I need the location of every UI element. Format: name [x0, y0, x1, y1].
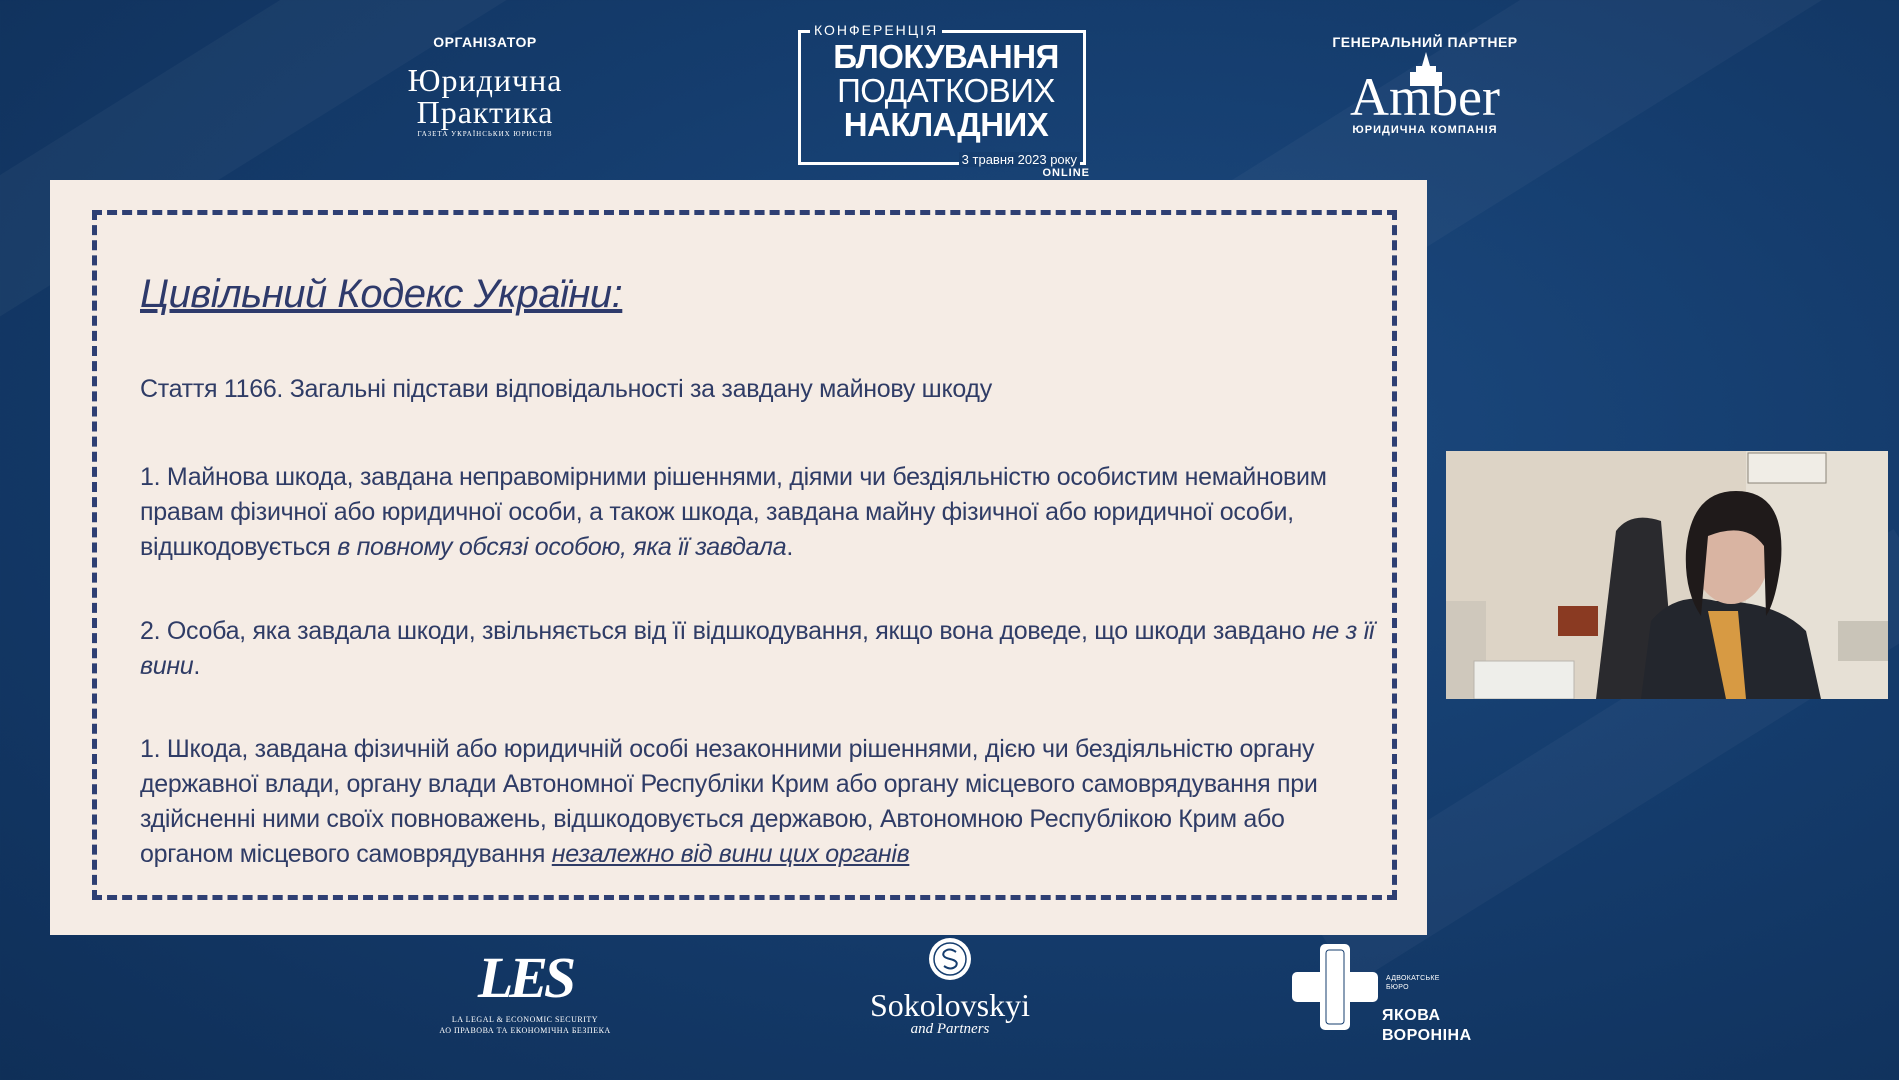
sokolovskyi-emblem-icon: [929, 938, 971, 980]
article-title: Стаття 1166. Загальні підстави відповідальності за завдану майнову шкоду: [140, 375, 992, 403]
paragraph-2: [140, 614, 1380, 684]
conference-date: 3 травня 2023 року: [959, 152, 1080, 167]
paragraph-1: [140, 460, 1380, 565]
logo-line: Юридична: [407, 62, 563, 98]
paragraph-text: 1. Шкода, завдана фізичній або юридичній особі незаконними рішеннями, дією чи бездіяльністю органу державної влади, органу влади Автономної Республіки Крим або органу місцевого самоврядування при здійсненні ними своїх повноважень, відшкодовується державою, Автономною Республікою Крим або органом місцевого самоврядування: [140, 735, 1318, 868]
conference-title-line: БЛОКУВАННЯ: [833, 38, 1059, 75]
logo-subtitle: ГАЗЕТА УКРАЇНСЬКИХ ЮРИСТІВ: [417, 130, 553, 138]
voronina-small-text: [1386, 974, 1440, 992]
paragraph-text: 1. Майнова шкода, завдана неправомірними рішеннями, діями чи бездіяльністю особистим немайновим правам фізичної або юридичної особи, а також шкода, завдана майну фізичної або юридичної особи, відшкодовується: [140, 463, 1327, 561]
paragraph-emphasis: не з її вини: [140, 617, 1375, 680]
voronina-name-line: ЯКОВА: [1382, 1007, 1441, 1024]
paragraph-emphasis: в повному обсязі особою, яка її завдала: [337, 533, 787, 561]
partner-block: [1310, 34, 1540, 136]
conference-format: ONLINE: [1042, 167, 1090, 179]
les-subtitle: [430, 1014, 620, 1036]
sokolovskyi-logo-block: [850, 938, 1050, 1036]
les-logo-block: [430, 945, 620, 1036]
plus-cross-icon: [1290, 942, 1380, 1032]
amber-word: Amber: [1350, 67, 1500, 127]
slide-heading: Цивільний Кодекс України:: [140, 272, 623, 316]
logo-line: Практика: [416, 94, 554, 130]
voronina-logo-block: [1290, 942, 1472, 1044]
conference-logo: [796, 22, 1096, 182]
conference-title-line: НАКЛАДНИХ: [843, 106, 1049, 143]
presentation-slide: [50, 180, 1427, 935]
conference-label: [810, 22, 942, 38]
organizer-label: ОРГАНІЗАТОР: [433, 34, 537, 50]
conference-title-line: ПОДАТКОВИХ: [837, 72, 1055, 109]
paragraph-emphasis: незалежно від вини цих органів: [551, 840, 910, 868]
paragraph-end: .: [193, 652, 201, 680]
speaker-video: [1446, 451, 1888, 699]
yurydychna-praktyka-logo: [370, 64, 600, 128]
organizer-block: [370, 34, 600, 138]
voronina-small-line: БЮРО: [1386, 984, 1409, 991]
amber-subtitle: ЮРИДИЧНА КОМПАНІЯ: [1352, 124, 1498, 136]
paragraph-text: 2. Особа, яка завдала шкоди, звільняється від її відшкодування, якщо вона доведе, що шкоди завдано: [140, 617, 1312, 645]
voronina-name-line: ВОРОНІНА: [1382, 1027, 1472, 1044]
les-subtitle-line: АО ПРАВОВА ТА ЕКОНОМІЧНА БЕЗПЕКА: [439, 1026, 611, 1035]
les-logo: LES: [477, 945, 573, 1010]
conference-label-text: КОНФЕРЕНЦІЯ: [814, 22, 939, 38]
amber-logo: [1310, 60, 1540, 136]
partner-label: ГЕНЕРАЛЬНИЙ ПАРТНЕР: [1332, 34, 1518, 50]
sokolovskyi-name: Sokolovskyi: [869, 987, 1031, 1023]
paragraph-end: .: [786, 533, 793, 561]
les-subtitle-line: LA LEGAL & ECONOMIC SECURITY: [451, 1015, 599, 1024]
voronina-name: [1382, 1006, 1472, 1046]
sokolovskyi-subtitle: and Partners: [910, 1021, 990, 1037]
voronina-small-line: АДВОКАТСЬКЕ: [1386, 975, 1440, 982]
speaker-video-frame: [1446, 451, 1888, 699]
paragraph-3: [140, 732, 1380, 872]
conference-title: [796, 40, 1096, 142]
